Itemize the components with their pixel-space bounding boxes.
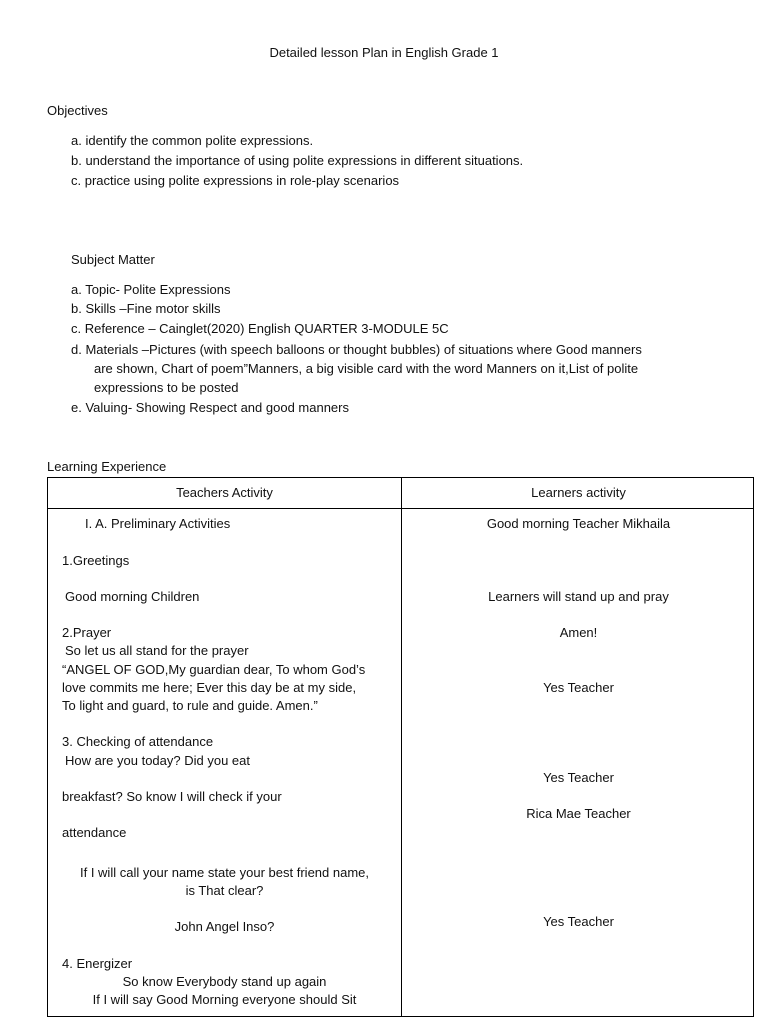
subject-matter-item: a. Topic- Polite Expressions [71, 282, 231, 297]
teacher-line: Good morning Children [65, 589, 200, 604]
teacher-line: 1.Greetings [62, 553, 130, 568]
teacher-line: is That clear? [185, 883, 264, 898]
teacher-line: “ANGEL OF GOD,My guardian dear, To whom God’s [62, 662, 366, 677]
objective-item: c. practice using polite expressions in role-play scenarios [71, 173, 400, 188]
teacher-line: How are you today? Did you eat [65, 753, 250, 768]
subject-matter-item: b. Skills –Fine motor skills [71, 301, 221, 316]
subject-matter-item: c. Reference – Cainglet(2020) English QUARTER 3-MODULE 5C [71, 321, 449, 336]
teacher-line: 4. Energizer [62, 956, 133, 971]
teacher-line: breakfast? So know I will check if your [62, 789, 282, 804]
column-header-teacher: Teachers Activity [176, 485, 273, 500]
learner-line: Learners will stand up and pray [488, 589, 669, 604]
teacher-line: So let us all stand for the prayer [65, 643, 249, 658]
teacher-line: 3. Checking of attendance [62, 734, 214, 749]
learner-line: Rica Mae Teacher [526, 806, 631, 821]
document-title: Detailed lesson Plan in English Grade 1 [269, 45, 499, 60]
teacher-line: John Angel Inso? [174, 919, 275, 934]
objective-item: a. identify the common polite expressions. [71, 133, 314, 148]
learner-line: Amen! [559, 625, 598, 640]
teacher-line: I. A. Preliminary Activities [85, 516, 231, 531]
teacher-line: love commits me here; Ever this day be at my side, [62, 680, 357, 695]
column-divider [401, 478, 402, 1016]
subject-matter-item-continued: are shown, Chart of poem”Manners, a big visible card with the word Manners on it,List of polite [94, 361, 639, 376]
subject-matter-item-continued: expressions to be posted [94, 380, 239, 395]
learning-experience-table [47, 477, 754, 1017]
learning-experience-heading: Learning Experience [47, 459, 167, 474]
learner-line: Good morning Teacher Mikhaila [486, 516, 671, 531]
teacher-line: If I will call your name state your best friend name, [79, 865, 369, 880]
teacher-line: So know Everybody stand up again [122, 974, 327, 989]
header-divider [48, 508, 753, 509]
objective-item: b. understand the importance of using polite expressions in different situations. [71, 153, 524, 168]
teacher-line: If I will say Good Morning everyone should Sit [92, 992, 357, 1007]
teacher-line: attendance [62, 825, 127, 840]
subject-matter-item: e. Valuing- Showing Respect and good manners [71, 400, 349, 415]
teacher-line: 2.Prayer [62, 625, 112, 640]
subject-matter-heading: Subject Matter [71, 252, 155, 267]
learner-line: Yes Teacher [543, 914, 614, 929]
objectives-heading: Objectives [47, 103, 108, 118]
column-header-learner: Learners activity [531, 485, 626, 500]
teacher-line: To light and guard, to rule and guide. Amen.” [62, 698, 318, 713]
learner-line: Yes Teacher [543, 680, 614, 695]
learner-line: Yes Teacher [543, 770, 614, 785]
subject-matter-item: d. Materials –Pictures (with speech balloons or thought bubbles) of situations where Good manners [71, 342, 642, 357]
